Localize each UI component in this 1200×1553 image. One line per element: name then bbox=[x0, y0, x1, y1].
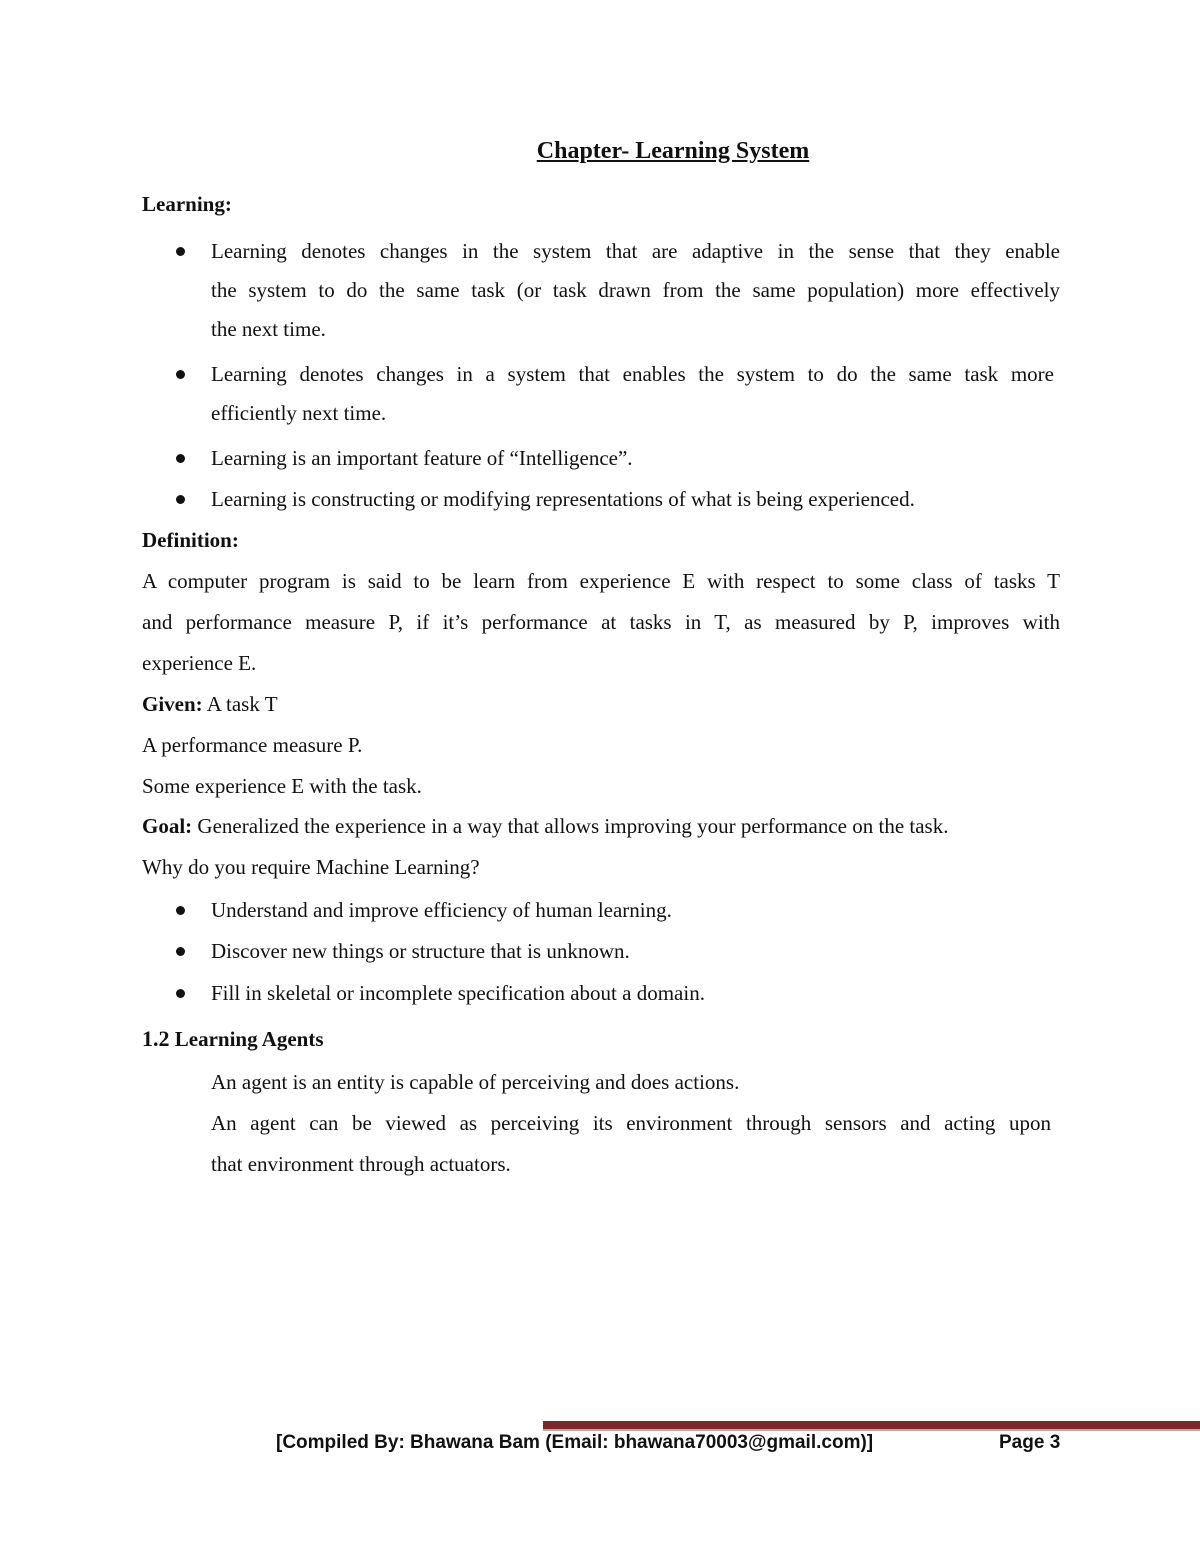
why-bullet-list bbox=[142, 891, 1060, 1013]
definition-heading: Definition: bbox=[142, 528, 239, 552]
page-number: Page 3 bbox=[999, 1432, 1061, 1453]
list-item-line: efficiently next time. bbox=[211, 401, 387, 425]
list-item-line: Learning is constructing or modifying representations of what is being experienced. bbox=[211, 487, 915, 511]
bullet-icon bbox=[176, 370, 185, 379]
list-item-line: the next time. bbox=[211, 317, 326, 341]
footer-rule bbox=[543, 1421, 1200, 1429]
list-item-line: Learning denotes changes in a system that enables the system to do the same task more bbox=[211, 362, 1054, 386]
bullet-icon bbox=[176, 906, 185, 915]
why-question: Why do you require Machine Learning? bbox=[142, 855, 480, 879]
performance-line: A performance measure P. bbox=[142, 733, 363, 757]
goal-label: Goal: bbox=[142, 814, 193, 838]
learning-bullet-list bbox=[142, 232, 1060, 519]
given-label: Given: bbox=[142, 692, 203, 716]
list-item bbox=[142, 480, 1060, 519]
agent-paragraph bbox=[211, 1103, 1051, 1185]
list-item bbox=[142, 891, 1060, 930]
section-title: Learning Agents bbox=[169, 1027, 324, 1051]
page-title: Chapter- Learning System bbox=[536, 138, 810, 164]
list-item bbox=[142, 439, 1060, 478]
paragraph-line: An agent can be viewed as perceiving its environment through sensors and acting upon bbox=[211, 1111, 1051, 1135]
list-item bbox=[142, 355, 1060, 433]
bullet-icon bbox=[176, 454, 185, 463]
paragraph-line: and performance measure P, if it’s performance at tasks in T, as measured by P, improves with bbox=[142, 610, 1060, 634]
list-item bbox=[142, 232, 1060, 349]
list-item bbox=[142, 974, 1060, 1013]
list-item-line: Learning denotes changes in the system that are adaptive in the sense that they enable bbox=[211, 239, 1060, 263]
experience-line: Some experience E with the task. bbox=[142, 774, 422, 798]
agent-definition-line: An agent is an entity is capable of perceiving and does actions. bbox=[211, 1070, 740, 1094]
paragraph-line: experience E. bbox=[142, 651, 257, 675]
paragraph-line: A computer program is said to be learn from experience E with respect to some class of tasks T bbox=[142, 569, 1060, 593]
definition-paragraph bbox=[142, 561, 1060, 684]
bullet-icon bbox=[176, 989, 185, 998]
list-item-text: Discover new things or structure that is unknown. bbox=[211, 939, 630, 963]
footer-compiled-by: [Compiled By: Bhawana Bam (Email: bhawana70003@gmail.com)] bbox=[276, 1432, 874, 1453]
paragraph-line: that environment through actuators. bbox=[211, 1152, 511, 1176]
section-number: 1.2 bbox=[142, 1026, 170, 1051]
list-item-line: the system to do the same task (or task drawn from the same population) more effectively bbox=[211, 278, 1060, 302]
list-item-line: Learning is an important feature of “Intelligence”. bbox=[211, 446, 633, 470]
goal-text: Generalized the experience in a way that allows improving your performance on the task. bbox=[192, 814, 949, 838]
given-text: A task T bbox=[202, 692, 278, 716]
given-line bbox=[142, 684, 1060, 725]
bullet-icon bbox=[176, 947, 185, 956]
section-heading bbox=[142, 1026, 324, 1052]
bullet-icon bbox=[176, 495, 185, 504]
bullet-icon bbox=[176, 247, 185, 256]
learning-heading: Learning: bbox=[142, 192, 232, 216]
list-item bbox=[142, 932, 1060, 971]
goal-line bbox=[142, 806, 1060, 847]
list-item-text: Fill in skeletal or incomplete specification about a domain. bbox=[211, 981, 705, 1005]
list-item-text: Understand and improve efficiency of human learning. bbox=[211, 898, 672, 922]
footer-rule-shadow bbox=[543, 1429, 1200, 1431]
